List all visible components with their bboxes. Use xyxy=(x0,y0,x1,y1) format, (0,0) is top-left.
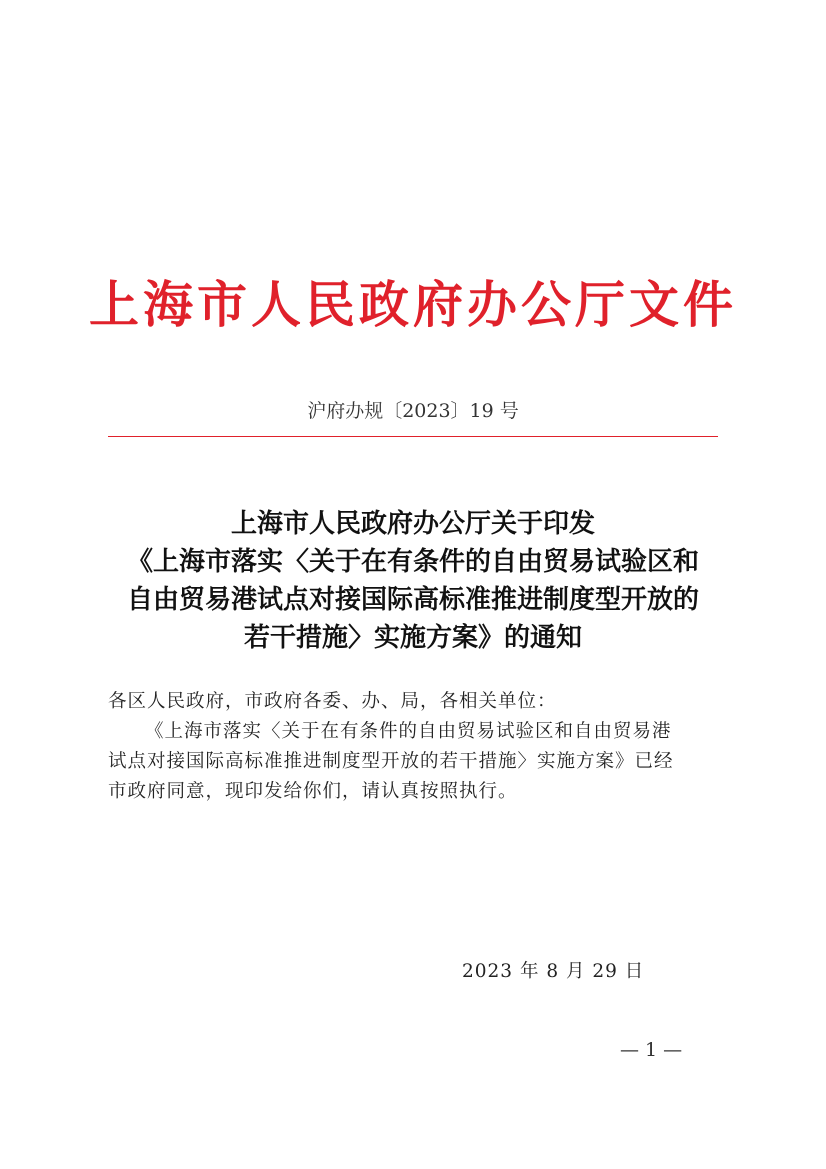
document-header-title: 上海市人民政府办公厅文件 xyxy=(89,275,737,334)
notice-title xyxy=(100,505,726,657)
body-paragraph-line: 试点对接国际高标准推进制度型开放的若干措施〉实施方案》已经 xyxy=(108,751,674,772)
salutation: 各区人民政府，市政府各委、办、局，各相关单位： xyxy=(108,691,557,712)
notice-title-line: 上海市人民政府办公厅关于印发 xyxy=(230,509,595,539)
page-number: — 1 — xyxy=(620,1039,683,1061)
header-divider-rule xyxy=(108,436,718,437)
body-paragraph-line: 《上海市落实〈关于在有条件的自由贸易试验区和自由贸易港 xyxy=(145,721,672,742)
notice-title-line: 若干措施〉实施方案》的通知 xyxy=(243,623,582,653)
document-number: 沪府办规〔2023〕19 号 xyxy=(307,400,519,422)
notice-title-line: 自由贸易港试点对接国际高标准推进制度型开放的 xyxy=(126,585,699,615)
issue-date: 2023 年 8 月 29 日 xyxy=(462,961,645,982)
notice-body xyxy=(108,687,722,807)
body-paragraph-line: 市政府同意，现印发给你们，请认真按照执行。 xyxy=(108,781,518,802)
notice-title-line: 《上海市落实〈关于在有条件的自由贸易试验区和 xyxy=(126,547,699,577)
